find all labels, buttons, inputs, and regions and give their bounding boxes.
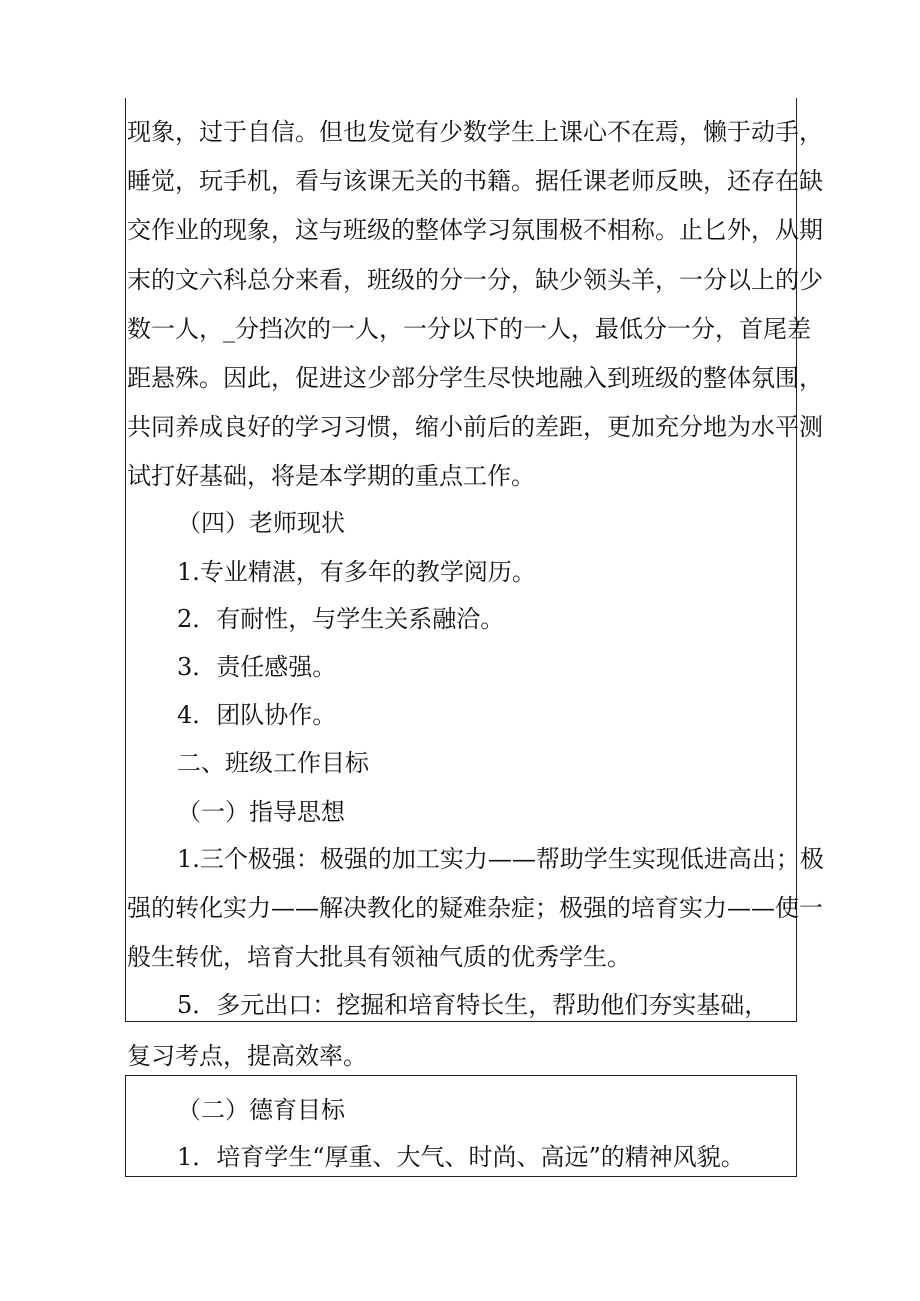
body-text-line: 距悬殊。因此，促进这少部分学生尽快地融入到班级的整体氛围， — [127, 364, 823, 392]
body-text-line: 共同养成良好的学习习惯，缩小前后的差距，更加充分地为水平测 — [127, 413, 823, 441]
list-item: 5．多元出口：挖掘和培育特长生，帮助他们夯实基础， — [177, 991, 769, 1019]
body-text-line: 复习考点，提高效率。 — [127, 1042, 367, 1070]
list-item: 1.专业精湛，有多年的教学阅历。 — [177, 558, 536, 586]
body-text-line: 试打好基础，将是本学期的重点工作。 — [127, 462, 535, 490]
subsection-heading: （一）指导思想 — [177, 798, 345, 826]
list-item: 4．团队协作。 — [177, 701, 337, 729]
section-heading: （四）老师现状 — [177, 509, 345, 537]
body-text-line: 1.三个极强：极强的加工实力——帮助学生实现低进高出；极 — [177, 845, 824, 873]
body-text-line: 睡觉，玩手机，看与该课无关的书籍。据任课老师反映，还存在缺 — [127, 167, 823, 195]
body-text-line: 交作业的现象，这与班级的整体学习氛围极不相称。止匕外，从期 — [127, 216, 823, 244]
body-text-line: 强的转化实力——解决教化的疑难杂症；极强的培育实力——使一 — [127, 894, 823, 922]
body-text-line: 末的文六科总分来看，班级的分一分，缺少领头羊，一分以上的少 — [127, 266, 823, 294]
body-text-line: 数一人，_分挡次的一人，一分以下的一人，最低分一分，首尾差 — [127, 315, 811, 343]
body-text-line: 般生转优，培育大批具有领袖气质的优秀学生。 — [127, 943, 631, 971]
list-item: 2．有耐性，与学生关系融洽。 — [177, 605, 505, 633]
body-text-line: 现象，过于自信。但也发觉有少数学生上课心不在焉，懒于动手， — [127, 118, 823, 146]
list-item: 3．责任感强。 — [177, 653, 337, 681]
list-item: 1．培育学生“厚重、大气、时尚、高远”的精神风貌。 — [177, 1143, 745, 1171]
section-heading: 二、班级工作目标 — [177, 749, 369, 777]
subsection-heading: （二）德育目标 — [177, 1096, 345, 1124]
